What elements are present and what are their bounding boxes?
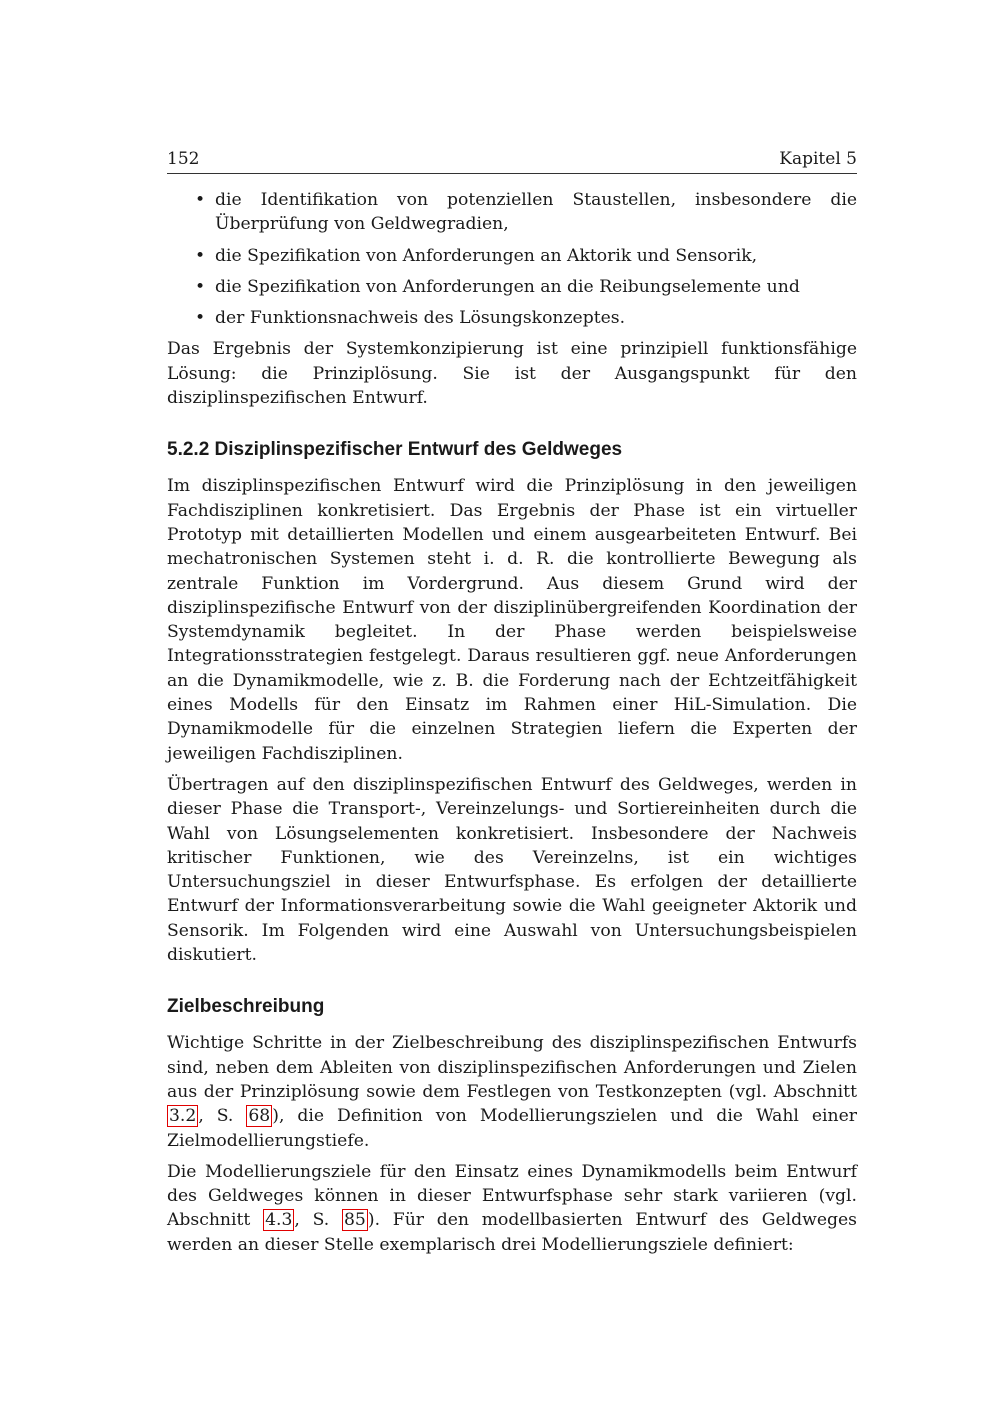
page-reference-link[interactable]: 68 [248,1106,271,1127]
chapter-label: Kapitel 5 [779,149,857,169]
bullet-list [167,188,857,330]
list-item [167,244,857,268]
page-body [167,148,857,1264]
section-reference-link[interactable]: 3.2 [169,1106,197,1127]
bullet-icon: • [195,276,206,297]
list-item-text: der Funktionsnachweis des Lösungskonzeptes. [215,308,626,329]
running-header [167,148,857,174]
list-item [167,188,857,237]
subsection-paragraph: Die Modellierungsziele für den Einsatz eines Dynamikmodells beim Entwurf des Geldweges können in dieser Entwurfsphase sehr stark variieren (vgl. Abschnitt 4.3 , S. 85 ). Für den modellbasierten Entwurf des Geldweges werden an dieser Stelle exemplarisch drei Modellierungsziele definiert: [167,1161,857,1255]
list-item [167,275,857,299]
list-item-text: die Spezifikation von Anforderungen an Aktorik und Sensorik, [215,245,758,266]
subsection-paragraph: Wichtige Schritte in der Zielbeschreibung des disziplinspezifischen Entwurfs sind, neben dem Ableiten von disziplinspezifischen Anforderungen und Zielen aus der Prinziplösung sowie dem Festlegen von Testkonzepten (vgl. Abschnitt 3.2 , S. 68 ), die Definition von Modellierungszielen und die Wahl einer Zielmodellierungstiefe. [167,1033,858,1151]
bullet-icon: • [195,190,206,210]
subsection-heading: Zielbeschreibung [167,996,325,1018]
section-reference-link[interactable]: 4.3 [265,1210,293,1231]
section-paragraph: Im disziplinspezifischen Entwurf wird die Prinziplösung in den jeweiligen Fachdisziplinen konkretisiert. Das Ergebnis der Phase ist ein virtueller Prototyp mit detaillierten Modellen und einem ausgearbeiteten Entwurf. Bei mechatronischen Systemen steht i. d. R. die kontrollierte Bewegung als zentrale Funktion im Vordergrund. Aus diesem Grund wird der disziplinspezifische Entwurf von der disziplinübergreifenden Koordination der Systemdynamik begleitet. In der Phase werden beispielsweise Integrationsstrategien festgelegt. Daraus resultieren ggf. neue Anforderungen an die Dynamikmodelle, wie z. B. die Forderung nach der Echtzeitfähigkeit eines Modells für den Einsatz im Rahmen einer HiL-Simulation. Die Dynamikmodelle für die einzelnen Strategien liefern die Experten der jeweiligen Fachdisziplinen. [167,476,857,764]
section-paragraph: Übertragen auf den disziplinspezifischen Entwurf des Geldweges, werden in dieser Phase die Transport-, Vereinzelungs- und Sortiereinheiten durch die Wahl von Lösungselementen konkretisiert. Insbesondere der Nachweis kritischer Funktionen, wie des Vereinzelns, ist ein wichtiges Untersuchungsziel in dieser Entwurfsphase. Es erfolgen der detaillierte Entwurf der Informationsverarbeitung sowie die Wahl geeigneter Aktorik und Sensorik. Im Folgenden wird eine Auswahl von Untersuchungsbeispielen diskutiert. [167,774,857,966]
bullet-icon: • [195,245,206,266]
list-item [167,306,857,330]
section-heading: 5.2.2 Disziplinspezifischer Entwurf des Geldweges [167,439,623,461]
bullet-icon: • [195,308,206,329]
page-reference-link[interactable]: 85 [343,1210,366,1231]
list-item-text: die Identifikation von potenziellen Staustellen, insbesondere die Überprüfung von Geldwegradien, [215,190,857,235]
page-number: 152 [167,149,200,169]
intro-paragraph: Das Ergebnis der Systemkonzipierung ist eine prinzipiell funktionsfähige Lösung: die Prinziplösung. Sie ist der Ausgangspunkt für den disziplinspezifischen Entwurf. [167,339,857,409]
list-item-text: die Spezifikation von Anforderungen an die Reibungselemente und [215,276,800,297]
